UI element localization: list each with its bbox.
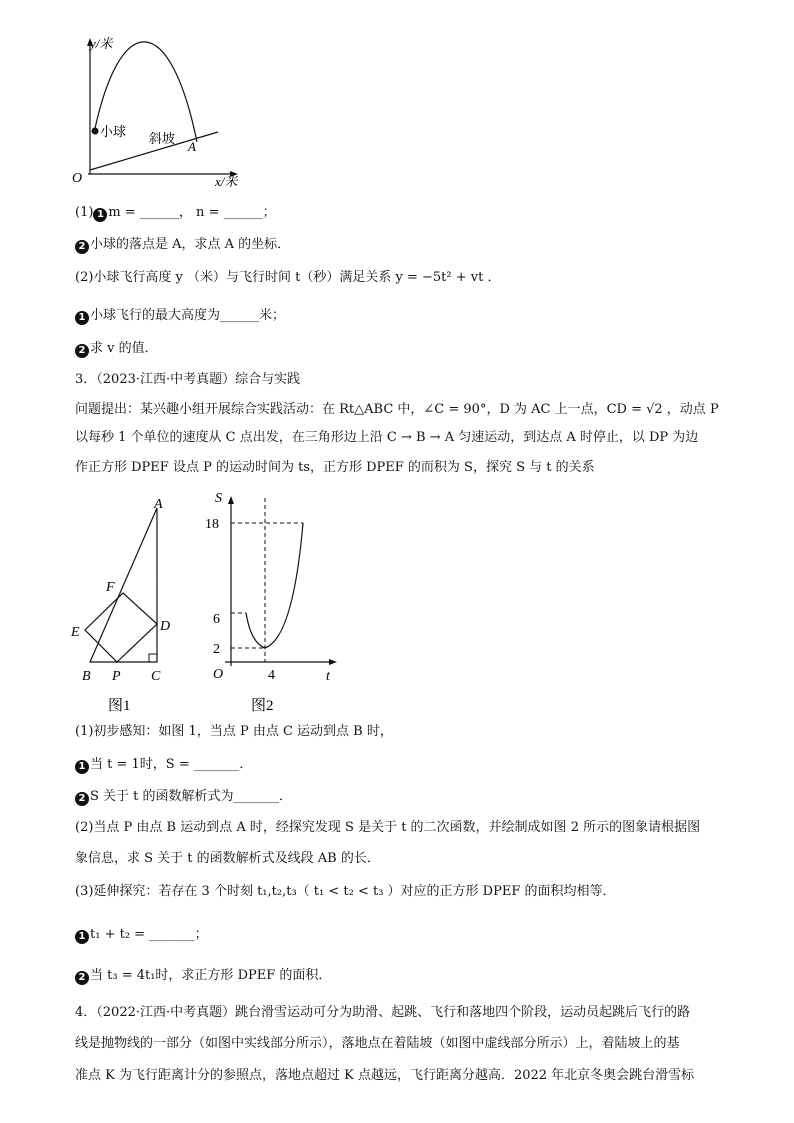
q3-part1: (1)初步感知：如图 1，当点 P 由点 C 运动到点 B 时， [75, 724, 393, 739]
circle-number: 2 [75, 792, 89, 806]
q2-part1-text2: 小球的落点是 A，求点 A 的坐标． [90, 237, 291, 252]
slope-label: 斜坡 [149, 131, 176, 146]
q2-part2-sub2 [75, 339, 158, 359]
q2-part1-text: m = ______， n = ______； [108, 205, 276, 220]
fig1-label-d: D [160, 619, 171, 634]
circle-number: 1 [75, 311, 89, 325]
fig2-x-label: t [326, 669, 330, 684]
circle-number: 1 [93, 208, 107, 222]
q4-line1: 4．（2022·江西·中考真题）跳台滑雪运动可分为助滑、起跳、飞行和落地四个阶段，运动员起跳后飞行的路 [75, 1005, 691, 1020]
fig1-label-a: A [154, 497, 163, 512]
q2-part1-line2 [75, 235, 290, 255]
fig2-caption: 图2 [251, 698, 274, 714]
y-axis-label: y/米 [90, 36, 113, 51]
q4-line3: 准点 K 为飞行距离计分的参照点，落地点超过 K 点越远，飞行距离分越高．2022 年北京冬奥会跳台滑雪标 [75, 1068, 695, 1083]
fig2-tick-18: 18 [205, 517, 219, 532]
q3-para-line1: 问题提出：某兴趣小组开展综合实践活动：在 Rt△ABC 中，∠C = 90°，D 为 AC 上一点，CD = √2 ，动点 P [75, 402, 719, 417]
fig2-origin: O [213, 667, 224, 682]
q2-part2-sub1 [75, 306, 285, 326]
fig1-label-b: B [82, 669, 91, 684]
fig1-label-f: F [106, 580, 115, 595]
q2-part1-line1 [75, 203, 276, 223]
fig2-tick-4: 4 [268, 668, 275, 683]
circle-number: 2 [75, 240, 89, 254]
fig1-label-c: C [151, 669, 161, 684]
q3-part3-sub2-text: 当 t₃ = 4t₁时，求正方形 DPEF 的面积． [90, 968, 332, 983]
q2-part2-sub2-text: 求 v 的值． [90, 341, 158, 356]
fig2-tick-2: 2 [213, 642, 220, 657]
origin-label: O [72, 171, 83, 186]
x-axis-label: x/米 [215, 174, 238, 189]
fig1-caption: 图1 [108, 698, 131, 714]
q3-part3-sub2 [75, 966, 331, 986]
fig2-y-label: S [215, 491, 222, 506]
q4-line2: 线是抛物线的一部分（如图中实线部分所示），落地点在着陆坡（如图中虚线部分所示）上，着陆坡上的基 [75, 1036, 680, 1051]
figure-1-triangle [60, 488, 200, 728]
q2-part2-line: (2)小球飞行高度 y （米）与飞行时间 t（秒）满足关系 y = −5t² + vt ． [75, 270, 501, 285]
q3-part2-line1: (2)当点 P 由点 B 运动到点 A 时，经探究发现 S 是关于 t 的二次函数，并绘制成如图 2 所示的图象请根据图 [75, 820, 701, 835]
q2-part1-prefix: (1) [75, 205, 94, 220]
circle-number: 2 [75, 344, 89, 358]
q3-part3-sub1-text: t₁ + t₂ = _______； [90, 927, 208, 942]
q2-part2-sub1-text: 小球飞行的最大高度为______米； [90, 308, 286, 323]
q3-part3: (3)延伸探究：若存在 3 个时刻 t₁,t₂,t₃（ t₁ < t₂ < t₃ ）对应的正方形 DPEF 的面积均相等． [75, 884, 616, 899]
q3-para-line3: 作正方形 DPEF 设点 P 的运动时间为 ts，正方形 DPEF 的而积为 S，探究 S 与 t 的关系 [75, 460, 595, 475]
q3-part1-sub2 [75, 787, 292, 807]
fig2-tick-6: 6 [213, 612, 220, 627]
figure-2-graph [195, 488, 345, 728]
point-a-label: A [188, 139, 196, 154]
q3-part1-sub1-text: 当 t = 1时，S = _______． [90, 757, 253, 772]
circle-number: 1 [75, 760, 89, 774]
circle-number: 2 [75, 971, 89, 985]
q3-part3-sub1 [75, 925, 208, 945]
q3-part2-line2: 象信息，求 S 关于 t 的函数解析式及线段 AB 的长． [75, 851, 380, 866]
figure-ball-trajectory [60, 30, 260, 195]
q3-part1-sub1 [75, 755, 252, 775]
fig1-label-p: P [112, 669, 121, 684]
q3-part1-sub2-text: S 关于 t 的函数解析式为_______． [90, 789, 293, 804]
fig1-label-e: E [71, 625, 80, 640]
q3-header: 3．（2023·江西·中考真题）综合与实践 [75, 372, 301, 387]
circle-number: 1 [75, 930, 89, 944]
ball-label: 小球 [100, 124, 127, 139]
q3-para-line2: 以每秒 1 个单位的速度从 C 点出发，在三角形边上沿 C → B → A 匀速运动，到达点 A 时停止，以 DP 为边 [75, 430, 699, 445]
